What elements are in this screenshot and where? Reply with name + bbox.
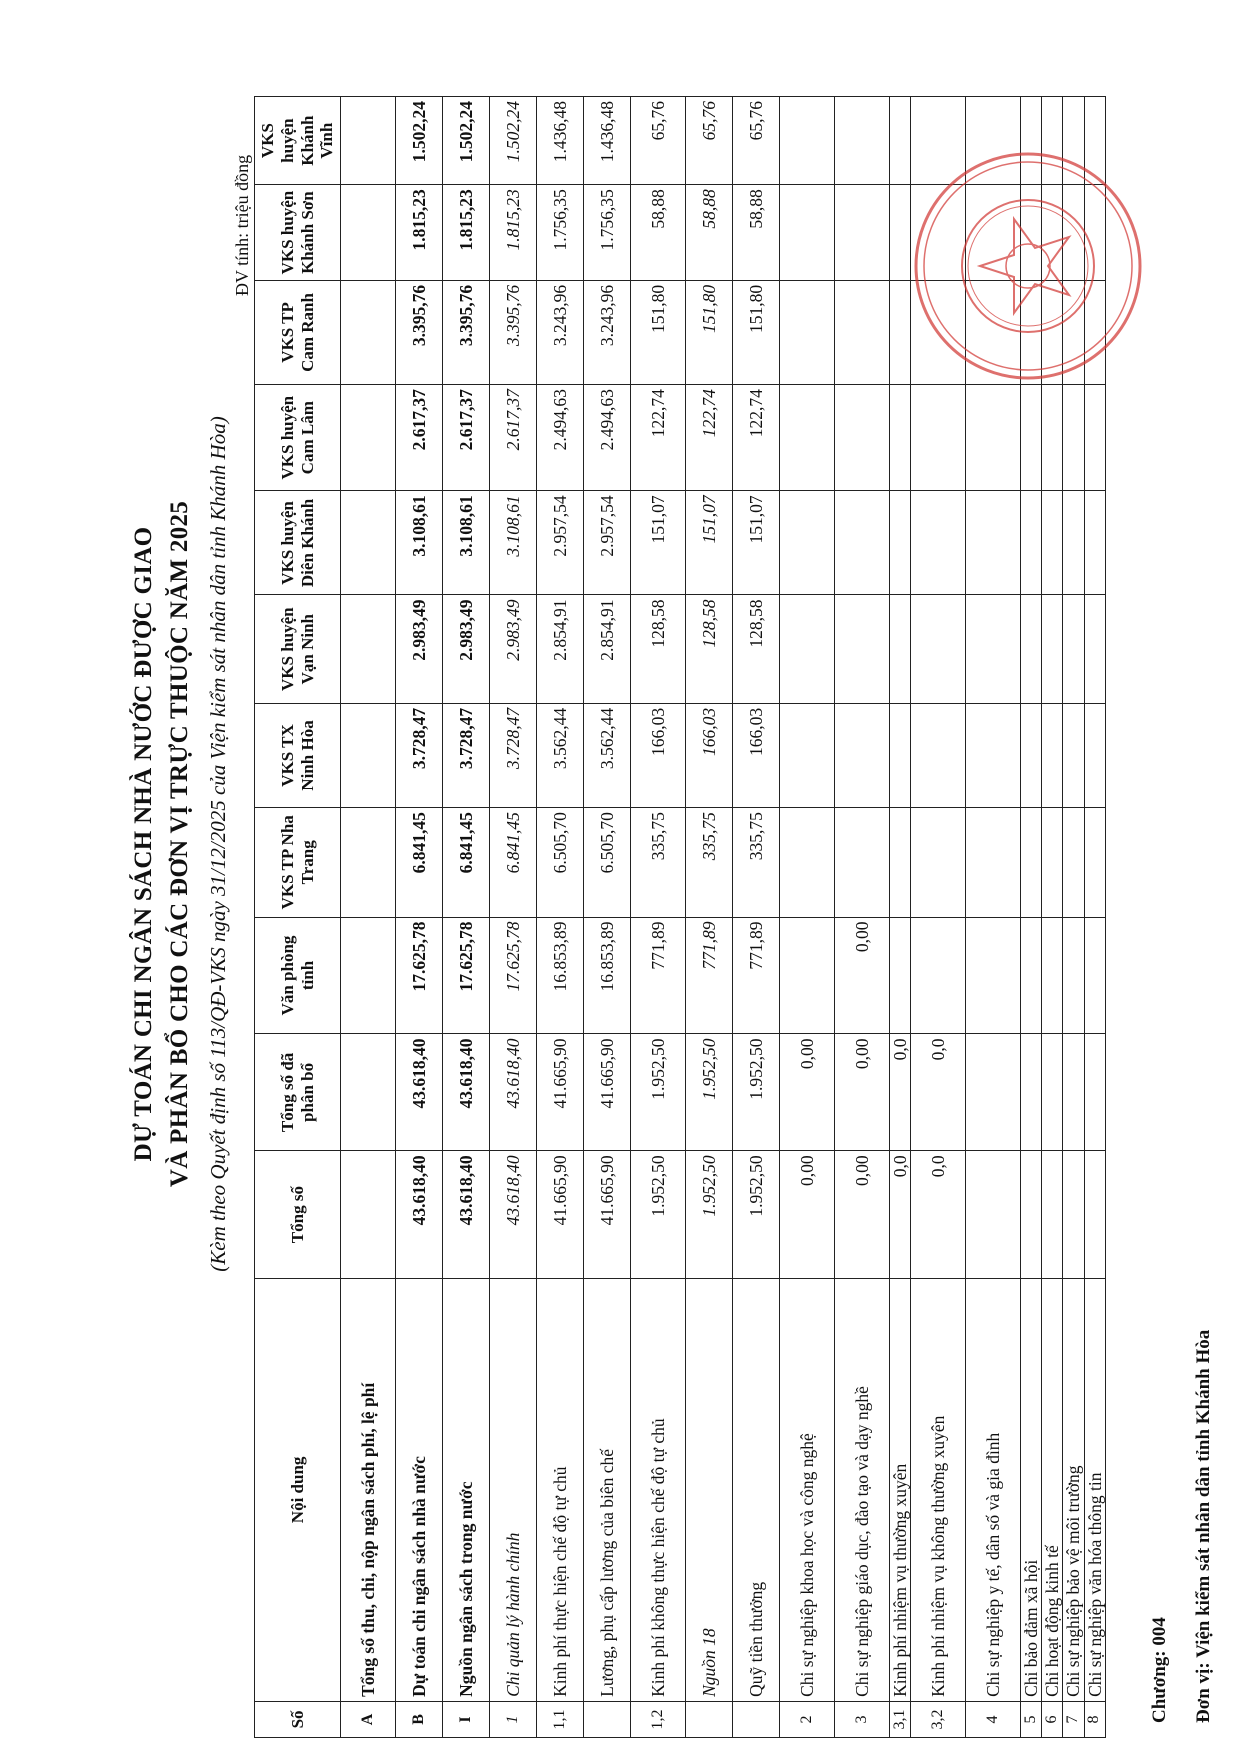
row-description: Chi sự nghiệp văn hóa thông tin bbox=[1084, 1278, 1105, 1701]
cell-provincial-office: 771,89 bbox=[686, 917, 733, 1034]
cell-allocated: 1.952,50 bbox=[686, 1034, 733, 1151]
cell-ninh-hoa: 3.728,47 bbox=[490, 703, 537, 807]
cell-dien-khanh bbox=[1021, 491, 1042, 595]
cell-cam-ranh bbox=[1084, 280, 1105, 384]
table-row bbox=[1021, 97, 1042, 1738]
cell-cam-lam bbox=[966, 385, 1021, 491]
row-description: Tổng số thu, chi, nộp ngân sách phí, lệ phí bbox=[341, 1278, 396, 1701]
cell-khanh-son: 1.756,35 bbox=[584, 185, 631, 281]
cell-khanh-son bbox=[1021, 185, 1042, 281]
cell-nha-trang bbox=[890, 808, 911, 917]
cell-nha-trang: 6.505,70 bbox=[537, 808, 584, 917]
cell-van-ninh bbox=[911, 595, 966, 703]
cell-ninh-hoa: 3.562,44 bbox=[537, 703, 584, 807]
cell-cam-lam bbox=[1021, 385, 1042, 491]
table-row bbox=[631, 97, 686, 1738]
col-header-allocated: Tổng số đã phân bổ bbox=[255, 1034, 341, 1151]
col-header-cam-lam: VKS huyện Cam Lâm bbox=[255, 385, 341, 491]
cell-allocated: 1.952,50 bbox=[733, 1034, 780, 1151]
cell-provincial-office: 0,00 bbox=[835, 917, 890, 1034]
cell-khanh-son: 1.815,23 bbox=[490, 185, 537, 281]
cell-allocated: 0,00 bbox=[780, 1034, 835, 1151]
cell-khanh-son bbox=[1042, 185, 1063, 281]
cell-van-ninh bbox=[835, 595, 890, 703]
cell-nha-trang bbox=[966, 808, 1021, 917]
row-description: Dự toán chi ngân sách nhà nước bbox=[396, 1278, 443, 1701]
cell-cam-ranh: 3.395,76 bbox=[443, 280, 490, 384]
cell-van-ninh: 2.983,49 bbox=[443, 595, 490, 703]
cell-cam-ranh: 151,80 bbox=[686, 280, 733, 384]
cell-ninh-hoa bbox=[890, 703, 911, 807]
cell-cam-lam bbox=[835, 385, 890, 491]
cell-cam-lam bbox=[1084, 385, 1105, 491]
cell-provincial-office: 16.853,89 bbox=[584, 917, 631, 1034]
cell-ninh-hoa: 166,03 bbox=[686, 703, 733, 807]
cell-van-ninh: 2.983,49 bbox=[396, 595, 443, 703]
budget-table bbox=[254, 96, 1106, 1738]
cell-nha-trang: 6.841,45 bbox=[443, 808, 490, 917]
cell-van-ninh: 2.854,91 bbox=[537, 595, 584, 703]
cell-dien-khanh bbox=[341, 491, 396, 595]
table-row bbox=[686, 97, 733, 1738]
cell-khanh-vinh: 1.436,48 bbox=[584, 97, 631, 185]
cell-total: 41.665,90 bbox=[537, 1151, 584, 1279]
cell-nha-trang: 335,75 bbox=[631, 808, 686, 917]
cell-provincial-office bbox=[341, 917, 396, 1034]
cell-total bbox=[1063, 1151, 1084, 1279]
row-number: 8 bbox=[1084, 1701, 1105, 1737]
col-header-provincial-office: Văn phòng tỉnh bbox=[255, 917, 341, 1034]
cell-allocated bbox=[1084, 1034, 1105, 1151]
cell-cam-ranh: 151,80 bbox=[733, 280, 780, 384]
table-row bbox=[584, 97, 631, 1738]
cell-allocated: 0,0 bbox=[911, 1034, 966, 1151]
table-row bbox=[443, 97, 490, 1738]
cell-allocated bbox=[1021, 1034, 1042, 1151]
cell-dien-khanh bbox=[1084, 491, 1105, 595]
cell-cam-ranh bbox=[780, 280, 835, 384]
cell-khanh-vinh: 65,76 bbox=[686, 97, 733, 185]
cell-van-ninh bbox=[1063, 595, 1084, 703]
table-row bbox=[966, 97, 1021, 1738]
cell-ninh-hoa bbox=[1084, 703, 1105, 807]
cell-dien-khanh bbox=[890, 491, 911, 595]
cell-cam-lam: 2.617,37 bbox=[443, 385, 490, 491]
document-subtitle: (Kèm theo Quyết định số 113/QĐ-VKS ngày 31/12/2025 của Viện kiểm sát nhân dân tỉnh Khánh Hòa) bbox=[206, 416, 230, 1272]
cell-cam-lam bbox=[911, 385, 966, 491]
cell-khanh-vinh: 1.502,24 bbox=[396, 97, 443, 185]
chapter-label: Chương: 004 bbox=[1149, 1617, 1170, 1723]
row-description: Chi sự nghiệp giáo dục, đào tạo và dạy nghề bbox=[835, 1278, 890, 1701]
table-row bbox=[780, 97, 835, 1738]
cell-khanh-vinh: 65,76 bbox=[733, 97, 780, 185]
cell-total: 0,00 bbox=[835, 1151, 890, 1279]
cell-khanh-son bbox=[911, 185, 966, 281]
cell-cam-ranh bbox=[1021, 280, 1042, 384]
cell-ninh-hoa: 3.562,44 bbox=[584, 703, 631, 807]
row-number: 1 bbox=[490, 1701, 537, 1737]
row-description: Kinh phí thực hiện chế độ tự chủ bbox=[537, 1278, 584, 1701]
cell-nha-trang: 6.841,45 bbox=[396, 808, 443, 917]
cell-nha-trang bbox=[341, 808, 396, 917]
cell-khanh-son: 58,88 bbox=[733, 185, 780, 281]
cell-allocated: 0,00 bbox=[835, 1034, 890, 1151]
cell-nha-trang: 335,75 bbox=[686, 808, 733, 917]
cell-khanh-vinh bbox=[911, 97, 966, 185]
cell-van-ninh bbox=[780, 595, 835, 703]
cell-van-ninh: 128,58 bbox=[686, 595, 733, 703]
cell-ninh-hoa bbox=[780, 703, 835, 807]
unit-label: ĐV tính: triệu đồng bbox=[232, 154, 252, 296]
cell-khanh-son bbox=[966, 185, 1021, 281]
cell-provincial-office bbox=[1084, 917, 1105, 1034]
cell-van-ninh bbox=[1084, 595, 1105, 703]
col-header-ninh-hoa: VKS TX Ninh Hòa bbox=[255, 703, 341, 807]
cell-khanh-son bbox=[835, 185, 890, 281]
cell-khanh-son bbox=[1063, 185, 1084, 281]
cell-nha-trang bbox=[911, 808, 966, 917]
cell-khanh-son: 1.815,23 bbox=[443, 185, 490, 281]
row-description: Nguồn 18 bbox=[686, 1278, 733, 1701]
table-row bbox=[1042, 97, 1063, 1738]
row-number: 3,1 bbox=[890, 1701, 911, 1737]
cell-provincial-office bbox=[1021, 917, 1042, 1034]
cell-cam-lam: 122,74 bbox=[686, 385, 733, 491]
cell-cam-ranh: 3.395,76 bbox=[490, 280, 537, 384]
cell-khanh-vinh bbox=[1042, 97, 1063, 185]
cell-khanh-vinh bbox=[1084, 97, 1105, 185]
cell-khanh-son bbox=[1084, 185, 1105, 281]
cell-khanh-son: 58,88 bbox=[686, 185, 733, 281]
cell-allocated: 1.952,50 bbox=[631, 1034, 686, 1151]
cell-total: 1.952,50 bbox=[631, 1151, 686, 1279]
cell-total: 1.952,50 bbox=[733, 1151, 780, 1279]
cell-nha-trang bbox=[1021, 808, 1042, 917]
cell-dien-khanh bbox=[911, 491, 966, 595]
cell-allocated bbox=[966, 1034, 1021, 1151]
cell-dien-khanh: 3.108,61 bbox=[396, 491, 443, 595]
cell-van-ninh: 128,58 bbox=[631, 595, 686, 703]
row-number: I bbox=[443, 1701, 490, 1737]
cell-ninh-hoa bbox=[1063, 703, 1084, 807]
cell-allocated: 41.665,90 bbox=[537, 1034, 584, 1151]
row-description: Chi bảo đảm xã hội bbox=[1021, 1278, 1042, 1701]
row-number bbox=[733, 1701, 780, 1737]
cell-provincial-office bbox=[890, 917, 911, 1034]
cell-allocated: 41.665,90 bbox=[584, 1034, 631, 1151]
cell-total: 43.618,40 bbox=[490, 1151, 537, 1279]
row-number: A bbox=[341, 1701, 396, 1737]
cell-khanh-son bbox=[780, 185, 835, 281]
cell-khanh-son: 1.815,23 bbox=[396, 185, 443, 281]
cell-ninh-hoa: 3.728,47 bbox=[396, 703, 443, 807]
cell-provincial-office bbox=[911, 917, 966, 1034]
col-header-total: Tổng số bbox=[255, 1151, 341, 1279]
cell-khanh-son: 58,88 bbox=[631, 185, 686, 281]
cell-cam-ranh bbox=[911, 280, 966, 384]
col-header-cam-ranh: VKS TP Cam Ranh bbox=[255, 280, 341, 384]
cell-ninh-hoa: 166,03 bbox=[631, 703, 686, 807]
table-row bbox=[396, 97, 443, 1738]
cell-nha-trang bbox=[1063, 808, 1084, 917]
cell-dien-khanh bbox=[1042, 491, 1063, 595]
cell-provincial-office: 17.625,78 bbox=[490, 917, 537, 1034]
cell-van-ninh bbox=[341, 595, 396, 703]
row-description: Quỹ tiền thưởng bbox=[733, 1278, 780, 1701]
cell-allocated: 0,0 bbox=[890, 1034, 911, 1151]
table-row bbox=[890, 97, 911, 1738]
cell-total: 41.665,90 bbox=[584, 1151, 631, 1279]
cell-ninh-hoa bbox=[966, 703, 1021, 807]
col-header-no: Số bbox=[255, 1701, 341, 1737]
row-number: 4 bbox=[966, 1701, 1021, 1737]
row-description: Chi quản lý hành chính bbox=[490, 1278, 537, 1701]
cell-allocated: 43.618,40 bbox=[443, 1034, 490, 1151]
cell-dien-khanh: 3.108,61 bbox=[490, 491, 537, 595]
cell-total: 43.618,40 bbox=[396, 1151, 443, 1279]
cell-khanh-vinh bbox=[890, 97, 911, 185]
cell-ninh-hoa bbox=[1042, 703, 1063, 807]
row-description: Kinh phí nhiệm vụ thường xuyên bbox=[890, 1278, 911, 1701]
cell-cam-ranh: 3.243,96 bbox=[537, 280, 584, 384]
cell-khanh-son bbox=[890, 185, 911, 281]
row-number: 5 bbox=[1021, 1701, 1042, 1737]
cell-provincial-office bbox=[1063, 917, 1084, 1034]
cell-dien-khanh bbox=[835, 491, 890, 595]
row-number: 3,2 bbox=[911, 1701, 966, 1737]
cell-van-ninh bbox=[1021, 595, 1042, 703]
cell-khanh-vinh bbox=[1021, 97, 1042, 185]
cell-total bbox=[341, 1151, 396, 1279]
row-number: 6 bbox=[1042, 1701, 1063, 1737]
cell-cam-lam: 2.494,63 bbox=[584, 385, 631, 491]
table-row bbox=[835, 97, 890, 1738]
cell-nha-trang: 335,75 bbox=[733, 808, 780, 917]
cell-nha-trang bbox=[1084, 808, 1105, 917]
cell-ninh-hoa bbox=[1021, 703, 1042, 807]
cell-cam-lam bbox=[1042, 385, 1063, 491]
cell-allocated bbox=[1063, 1034, 1084, 1151]
cell-provincial-office bbox=[1042, 917, 1063, 1034]
row-number bbox=[686, 1701, 733, 1737]
cell-cam-ranh: 3.243,96 bbox=[584, 280, 631, 384]
table-row bbox=[341, 97, 396, 1738]
row-number: 3 bbox=[835, 1701, 890, 1737]
cell-nha-trang: 6.505,70 bbox=[584, 808, 631, 917]
cell-nha-trang bbox=[835, 808, 890, 917]
cell-allocated: 43.618,40 bbox=[396, 1034, 443, 1151]
cell-ninh-hoa: 3.728,47 bbox=[443, 703, 490, 807]
cell-dien-khanh: 151,07 bbox=[733, 491, 780, 595]
cell-van-ninh: 128,58 bbox=[733, 595, 780, 703]
cell-cam-lam bbox=[890, 385, 911, 491]
col-header-van-ninh: VKS huyện Vạn Ninh bbox=[255, 595, 341, 703]
row-description: Kinh phí nhiệm vụ không thường xuyên bbox=[911, 1278, 966, 1701]
cell-ninh-hoa bbox=[911, 703, 966, 807]
cell-cam-lam bbox=[780, 385, 835, 491]
cell-dien-khanh bbox=[966, 491, 1021, 595]
row-description: Nguồn ngân sách trong nước bbox=[443, 1278, 490, 1701]
cell-nha-trang bbox=[780, 808, 835, 917]
col-header-khanh-vinh: VKS huyện Khánh Vĩnh bbox=[255, 97, 341, 185]
cell-van-ninh: 2.983,49 bbox=[490, 595, 537, 703]
cell-dien-khanh: 151,07 bbox=[686, 491, 733, 595]
cell-allocated: 43.618,40 bbox=[490, 1034, 537, 1151]
cell-dien-khanh bbox=[1063, 491, 1084, 595]
cell-van-ninh: 2.854,91 bbox=[584, 595, 631, 703]
cell-khanh-vinh bbox=[780, 97, 835, 185]
row-number: 7 bbox=[1063, 1701, 1084, 1737]
cell-provincial-office: 771,89 bbox=[631, 917, 686, 1034]
cell-van-ninh bbox=[890, 595, 911, 703]
cell-provincial-office: 17.625,78 bbox=[443, 917, 490, 1034]
cell-khanh-son: 1.756,35 bbox=[537, 185, 584, 281]
document-title-line1: DỰ TOÁN CHI NGÂN SÁCH NHÀ NƯỚC ĐƯỢC GIAO bbox=[130, 526, 157, 1162]
table-row bbox=[1063, 97, 1084, 1738]
table-row bbox=[911, 97, 966, 1738]
row-description: Chi sự nghiệp bảo vệ môi trường bbox=[1063, 1278, 1084, 1701]
cell-provincial-office: 771,89 bbox=[733, 917, 780, 1034]
col-header-khanh-son: VKS huyện Khánh Sơn bbox=[255, 185, 341, 281]
cell-cam-ranh bbox=[835, 280, 890, 384]
cell-total bbox=[1042, 1151, 1063, 1279]
cell-cam-lam: 2.617,37 bbox=[396, 385, 443, 491]
cell-nha-trang bbox=[1042, 808, 1063, 917]
row-description: Chi hoạt động kinh tế bbox=[1042, 1278, 1063, 1701]
table-row bbox=[733, 97, 780, 1738]
cell-nha-trang: 6.841,45 bbox=[490, 808, 537, 917]
cell-cam-lam bbox=[341, 385, 396, 491]
cell-van-ninh bbox=[1042, 595, 1063, 703]
row-number: 2 bbox=[780, 1701, 835, 1737]
col-header-dien-khanh: VKS huyện Diên Khánh bbox=[255, 491, 341, 595]
organization-label: Đơn vị: Viện kiểm sát nhân dân tỉnh Khánh Hòa bbox=[1193, 1329, 1214, 1723]
cell-allocated bbox=[341, 1034, 396, 1151]
table-row bbox=[537, 97, 584, 1738]
cell-total: 0,0 bbox=[890, 1151, 911, 1279]
cell-khanh-vinh bbox=[835, 97, 890, 185]
table-row bbox=[490, 97, 537, 1738]
row-number: B bbox=[396, 1701, 443, 1737]
cell-ninh-hoa: 166,03 bbox=[733, 703, 780, 807]
cell-provincial-office: 17.625,78 bbox=[396, 917, 443, 1034]
cell-total: 0,0 bbox=[911, 1151, 966, 1279]
cell-khanh-son bbox=[341, 185, 396, 281]
row-description: Chi sự nghiệp khoa học và công nghệ bbox=[780, 1278, 835, 1701]
cell-provincial-office bbox=[780, 917, 835, 1034]
col-header-nha-trang: VKS TP Nha Trang bbox=[255, 808, 341, 917]
cell-allocated bbox=[1042, 1034, 1063, 1151]
cell-ninh-hoa bbox=[341, 703, 396, 807]
cell-dien-khanh: 3.108,61 bbox=[443, 491, 490, 595]
table-body bbox=[341, 97, 1106, 1738]
cell-cam-lam: 2.617,37 bbox=[490, 385, 537, 491]
cell-dien-khanh: 2.957,54 bbox=[584, 491, 631, 595]
cell-dien-khanh: 151,07 bbox=[631, 491, 686, 595]
cell-khanh-vinh bbox=[966, 97, 1021, 185]
cell-khanh-vinh: 65,76 bbox=[631, 97, 686, 185]
cell-cam-ranh bbox=[341, 280, 396, 384]
cell-cam-lam: 2.494,63 bbox=[537, 385, 584, 491]
cell-cam-ranh: 3.395,76 bbox=[396, 280, 443, 384]
row-description: Lương, phụ cấp lương của biên chế bbox=[584, 1278, 631, 1701]
cell-khanh-vinh: 1.502,24 bbox=[490, 97, 537, 185]
document-title-line2: VÀ PHÂN BỔ CHO CÁC ĐƠN VỊ TRỰC THUỘC NĂM 2025 bbox=[166, 500, 193, 1188]
cell-cam-lam: 122,74 bbox=[631, 385, 686, 491]
cell-khanh-vinh bbox=[1063, 97, 1084, 185]
cell-total: 43.618,40 bbox=[443, 1151, 490, 1279]
cell-total bbox=[1021, 1151, 1042, 1279]
cell-cam-lam bbox=[1063, 385, 1084, 491]
row-description: Chi sự nghiệp y tế, dân số và gia đình bbox=[966, 1278, 1021, 1701]
cell-khanh-vinh: 1.436,48 bbox=[537, 97, 584, 185]
table-row bbox=[1084, 97, 1105, 1738]
cell-van-ninh bbox=[966, 595, 1021, 703]
cell-provincial-office: 16.853,89 bbox=[537, 917, 584, 1034]
cell-cam-ranh bbox=[1042, 280, 1063, 384]
row-description: Kinh phí không thực hiện chế độ tự chủ bbox=[631, 1278, 686, 1701]
cell-cam-ranh bbox=[1063, 280, 1084, 384]
cell-provincial-office bbox=[966, 917, 1021, 1034]
row-number: 1,1 bbox=[537, 1701, 584, 1737]
row-number: 1,2 bbox=[631, 1701, 686, 1737]
cell-khanh-vinh: 1.502,24 bbox=[443, 97, 490, 185]
cell-dien-khanh bbox=[780, 491, 835, 595]
cell-khanh-vinh bbox=[341, 97, 396, 185]
cell-cam-ranh bbox=[890, 280, 911, 384]
cell-cam-ranh: 151,80 bbox=[631, 280, 686, 384]
cell-total bbox=[1084, 1151, 1105, 1279]
cell-total: 1.952,50 bbox=[686, 1151, 733, 1279]
cell-cam-ranh bbox=[966, 280, 1021, 384]
cell-cam-lam: 122,74 bbox=[733, 385, 780, 491]
cell-dien-khanh: 2.957,54 bbox=[537, 491, 584, 595]
cell-total: 0,00 bbox=[780, 1151, 835, 1279]
table-header-row bbox=[255, 97, 341, 1738]
cell-ninh-hoa bbox=[835, 703, 890, 807]
row-number bbox=[584, 1701, 631, 1737]
cell-total bbox=[966, 1151, 1021, 1279]
col-header-content: Nội dung bbox=[255, 1278, 341, 1701]
